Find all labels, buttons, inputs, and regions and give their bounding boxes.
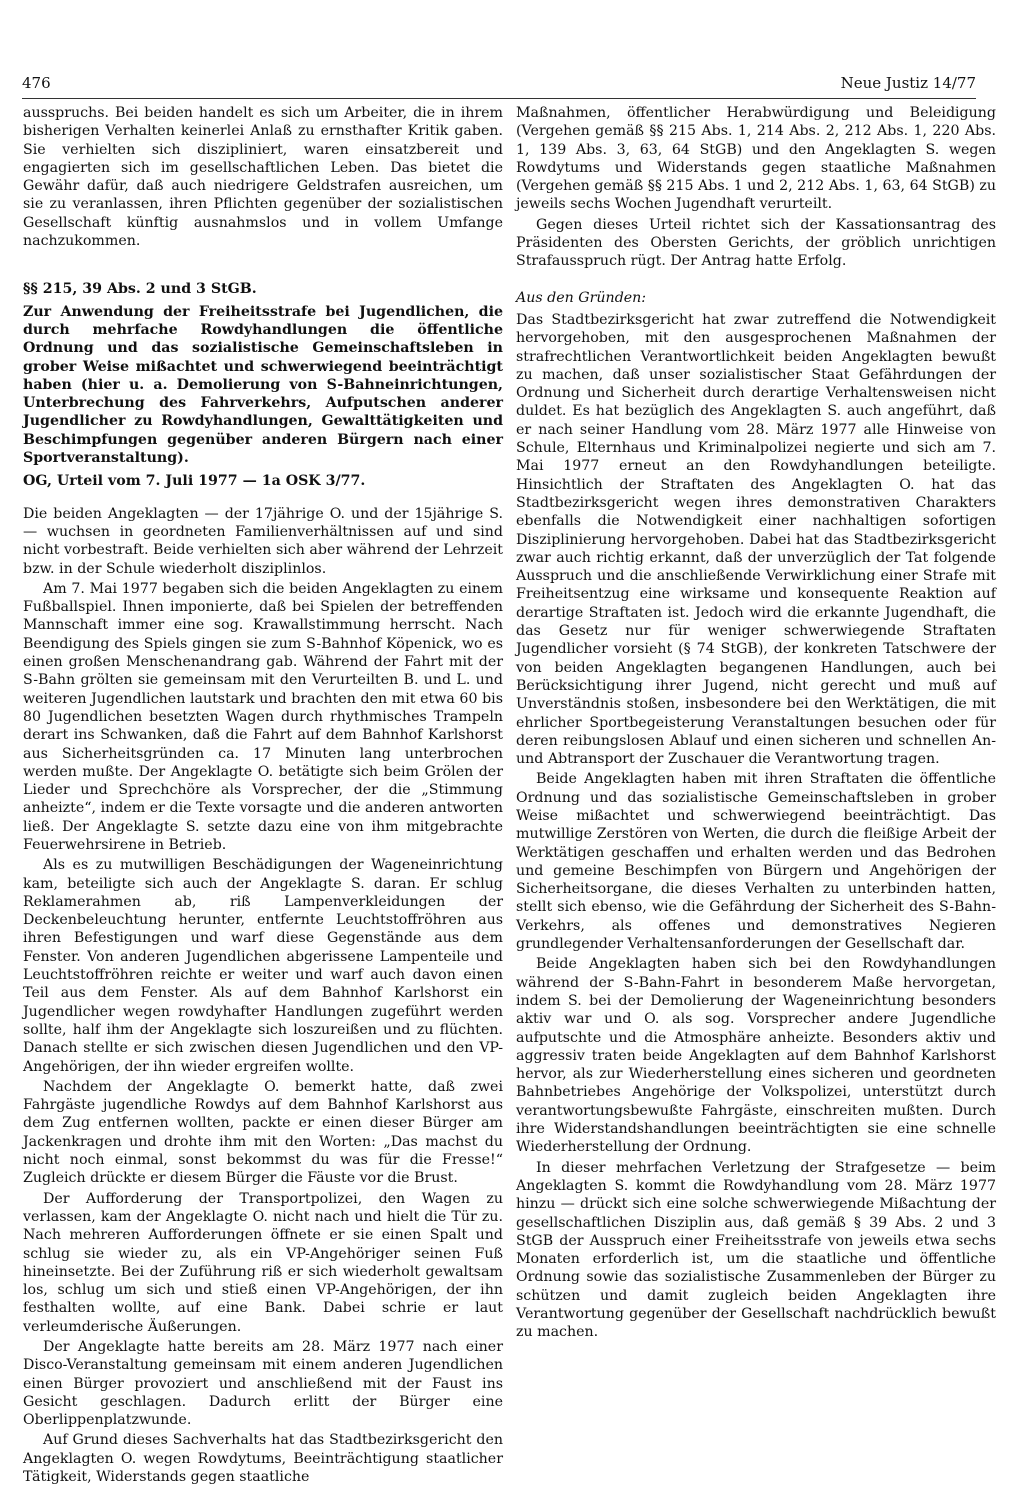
paragraph: Als es zu mutwilligen Beschädigungen der Wageneinrichtung kam, beteiligte sich auch der Angeklagte S. daran. Er schlug Reklamerahmen ab, riß Lampenverkleidungen der Deckenbeleuchtung herunter, entfernte Leuchtstoffröhren aus ihren Befestigungen und warf diese Gegenstände aus dem Fenster. Von anderen Jugendlichen abgerissene Lampenteile und Leuchtstoffröhren reichte er weiter und warf auch davon einen Teil aus dem Fenster. Als auf dem Bahnhof Karlshorst ein Jugendlicher wegen rowdyhafter Handlungen zugeführt werden sollte, half ihm der Angeklagte sich loszureißen und zu flüchten. Danach stellte er sich zwischen diesen Jugendlichen und den VP-Angehörigen, der ihn wieder ergreifen wollte. bbox=[23, 857, 503, 1075]
paragraph: Auf Grund dieses Sachverhalts hat das Stadtbezirksgericht den Angeklagten O. wegen Rowdytums, Beeinträchtigung staatlicher Tätigkeit, Widerstands gegen staatliche bbox=[23, 1432, 503, 1486]
paragraph: Beide Angeklagten haben mit ihren Straftaten die öffentliche Ordnung und das sozialistische Gemeinschaftsleben in grober Weise mißachtet und schwerwiegend beeinträchtigt. Das mutwillige Zerstören von Werten, die durch die fleißige Arbeit der Werktätigen geschaffen und erhalten werden und das Bedrohen und gemeine Beschimpfen von Bürgern und Angehörigen der Sicherheitsorgane, die dieses Verhalten zu unterbinden hatten, stellt sich ebenso, wie die Gefährdung der Sicherheit des S-Bahn-Verkehrs, als offenes und demonstratives Negieren grundlegender Verhaltensanforderungen der Gesellschaft dar. bbox=[516, 771, 996, 953]
law-reference: §§ 215, 39 Abs. 2 und 3 StGB. bbox=[23, 281, 257, 298]
paragraph: Das Stadtbezirksgericht hat zwar zutreffend die Notwendigkeit hervorgehoben, mit den ausgesprochenen Maßnahmen der strafrechtlichen Verantwortlichkeit beiden Angeklagten bewußt zu machen, daß unser sozialistischer Staat Gefährdungen der Ordnung und Sicherheit durch derartige Verhaltensweisen nicht duldet. Es hat bezüglich des Angeklagten S. auch angeführt, daß er nach seiner Handlung vom 28. März 1977 alle Hinweise von Schule, Elternhaus und Kriminalpolizei negierte und sich am 7. Mai 1977 erneut an den Rowdyhandlungen beteiligte. Hinsichtlich der Straftaten des Angeklagten O. hat das Stadtbezirksgericht wegen ihres demonstrativen Charakters ebenfalls die Notwendigkeit einer nachhaltigen sofortigen Disziplinierung hervorgehoben. Dabei hat das Stadtbezirksgericht zwar auch richtig erkannt, daß der unverzüglich der Tat folgende Ausspruch und die anschließende Verwirklichung einer Strafe mit Freiheitsentzug eine wirksame und konsequente Reaktion auf derartige Straftaten ist. Jedoch wird die erkannte Jugendhaft, die das Gesetz nur für weniger schwerwiegende Straftaten Jugendlicher vorsieht (§ 74 StGB), der konkreten Tatschwere der von beiden Angeklagten begangenen Handlungen, auch bei Berücksichtigung ihrer Jugend, nicht gerecht und muß auf Unverständnis stoßen, insbesondere bei den Werktätigen, die mit ehrlicher Sportbegeisterung Veranstaltungen besuchen oder für deren reibungslosen Ablauf und einen sicheren und schnellen An- und Abtransport der Zuschauer die Verantwortung tragen. bbox=[516, 311, 996, 768]
right-column bbox=[516, 104, 996, 1344]
headnote: Zur Anwendung der Freiheitsstrafe bei Jugendlichen, die durch mehrfache Rowdyhandlungen die öffentliche Ordnung und das sozialistische Gemeinschaftsleben in grober Weise mißachtet und schwerwiegend beeinträchtigt haben (hier u. a. Demolierung von S-Bahneinrichtungen, Unterbrechung des Fahrverkehrs, Aufputschen anderer Jugendlicher zu Rowdyhandlungen, Gewalttätigkeiten und Beschimpfungen gegenüber anderen Bürgern nach einer Sportveranstaltung). bbox=[23, 303, 503, 467]
paragraph: In dieser mehrfachen Verletzung der Strafgesetze — beim Angeklagten S. kommt die Rowdyhandlung vom 28. März 1977 hinzu — drückt sich eine solche schwerwiegende Mißachtung der gesellschaftlichen Disziplin aus, daß gemäß § 39 Abs. 2 und 3 StGB der Ausspruch einer Freiheitsstrafe von jeweils etwa sechs Monaten erforderlich ist, um die staatliche und öffentliche Ordnung sowie das sozialistische Zusammenleben der Bürger zu schützen und damit zugleich beiden Angeklagten ihre Verantwortung gegenüber der Gesellschaft nachdrücklich bewußt zu machen. bbox=[516, 1159, 996, 1341]
paragraph: Beide Angeklagten haben sich bei den Rowdyhandlungen während der S-Bahn-Fahrt in besonderem Maße hervorgetan, indem S. bei der Demolierung der Wageneinrichtung besonders aktiv war und O. als sog. Vorsprecher andere Jugendliche aufputschte und die Atmosphäre anheizte. Besonders aktiv und aggressiv traten beide Angeklagten auf dem Bahnhof Karlshorst hervor, als zur Wiederherstellung eines sicheren und geordneten Bahnbetriebes Angehörige der Volkspolizei, unterstützt durch verantwortungsbewußte Fahrgäste, einschreiten mußten. Durch ihre Widerstandshandlungen beeinträchtigten sie eine schnelle Wiederherstellung der Ordnung. bbox=[516, 956, 996, 1156]
court-citation: OG, Urteil vom 7. Juli 1977 — 1a OSK 3/77. bbox=[23, 473, 366, 490]
paragraph: Gegen dieses Urteil richtet sich der Kassationsantrag des Präsidenten des Obersten Gerichts, der gröblich unrichtigen Strafausspruch rügt. Der Antrag hatte Erfolg. bbox=[516, 216, 996, 270]
page-number: 476 bbox=[22, 74, 51, 92]
page-header bbox=[22, 74, 976, 96]
paragraph: Maßnahmen, öffentlicher Herabwürdigung und Beleidigung (Vergehen gemäß §§ 215 Abs. 1, 214 Abs. 2, 212 Abs. 1, 220 Abs. 1, 139 Abs. 3, 63, 64 StGB) und den Angeklagten S. wegen Rowdytums und Widerstands gegen staatliche Maßnahmen (Vergehen gemäß §§ 215 Abs. 1 und 2, 212 Abs. 1, 63, 64 StGB) zu jeweils sechs Wochen Jugendhaft verurteilt. bbox=[516, 105, 996, 213]
reasons-heading: Aus den Gründen: bbox=[516, 289, 647, 306]
paragraph: Der Angeklagte hatte bereits am 28. März 1977 nach einer Disco-Veranstaltung gemeinsam mit einem anderen Jugendlichen einen Bürger provoziert und anschließend mit der Faust ins Gesicht geschlagen. Dadurch erlitt der Bürger eine Oberlippenplatzwunde. bbox=[23, 1339, 503, 1429]
intro-paragraph: ausspruchs. Bei beiden handelt es sich um Arbeiter, die in ihrem bisherigen Verhalten keinerlei Anlaß zu ernsthafter Kritik gaben. Sie verhielten sich diszipliniert, waren einsatzbereit und engagierten sich im gesellschaftlichen Leben. Das bietet die Gewähr dafür, daß auch niedrigere Geldstrafen ausreichen, um sie zu veranlassen, ihren Pflichten gegenüber der sozialistischen Gesellschaft künftig ausnahmslos und in vollem Umfange nachzukommen. bbox=[23, 105, 503, 250]
paragraph: Die beiden Angeklagten — der 17jährige O. und der 15jährige S. — wuchsen in geordneten Familienverhältnissen auf und sind nicht vorbestraft. Beide verhielten sich aber während der Lehrzeit bzw. in der Schule wiederholt disziplinlos. bbox=[23, 505, 503, 577]
left-column bbox=[23, 104, 503, 1488]
journal-title: Neue Justiz 14/77 bbox=[840, 74, 976, 92]
paragraph: Am 7. Mai 1977 begaben sich die beiden Angeklagten zu einem Fußballspiel. Ihnen imponierte, daß bei Spielen der betreffenden Mannschaft immer eine sog. Krawallstimmung herrscht. Nach Beendigung des Spiels gingen sie zum S-Bahnhof Köpenick, wo es einen großen Menschenandrang gab. Während der Fahrt mit der S-Bahn grölten sie gemeinsam mit den Verurteilten B. und L. und weiteren Jugendlichen lautstark und brachten den mit etwa 60 bis 80 Jugendlichen besetzten Wagen durch rhythmisches Trampeln derart ins Schwanken, daß die Fahrt auf dem Bahnhof Karlshorst aus Sicherheitsgründen ca. 17 Minuten lang unterbrochen werden mußte. Der Angeklagte O. betätigte sich beim Grölen der Lieder und Sprechchöre als Vorsprecher, der die „Stimmung anheizte“, indem er die Texte vorsagte und die anderen antworten ließ. Der Angeklagte S. setzte dazu eine von ihm mitgebrachte Feuerwehrsirene in Betrieb. bbox=[23, 580, 503, 853]
paragraph: Nachdem der Angeklagte O. bemerkt hatte, daß zwei Fahrgäste jugendliche Rowdys auf dem Bahnhof Karlshorst aus dem Zug entfernen wollten, packte er einen dieser Bürger am Jackenkragen und drohte ihm mit den Worten: „Das machst du nicht noch einmal, sonst bekommst du was für die Fresse!“ Zugleich drückte er diesem Bürger die Fäuste vor die Brust. bbox=[23, 1078, 503, 1187]
header-rule bbox=[22, 98, 976, 99]
paragraph: Der Aufforderung der Transportpolizei, den Wagen zu verlassen, kam der Angeklagte O. nicht nach und hielt die Tür zu. Nach mehreren Aufforderungen öffnete er sie einen Spalt und schlug sie wieder zu, als ein VP-Angehöriger seinen Fuß hineinsetzte. Bei der Zuführung riß er sich wiederholt gewaltsam los, schlug um sich und stieß einen VP-Angehörigen, der ihn festhalten wollte, auf eine Bank. Dabei schrie er laut verleumderische Äußerungen. bbox=[23, 1190, 503, 1335]
